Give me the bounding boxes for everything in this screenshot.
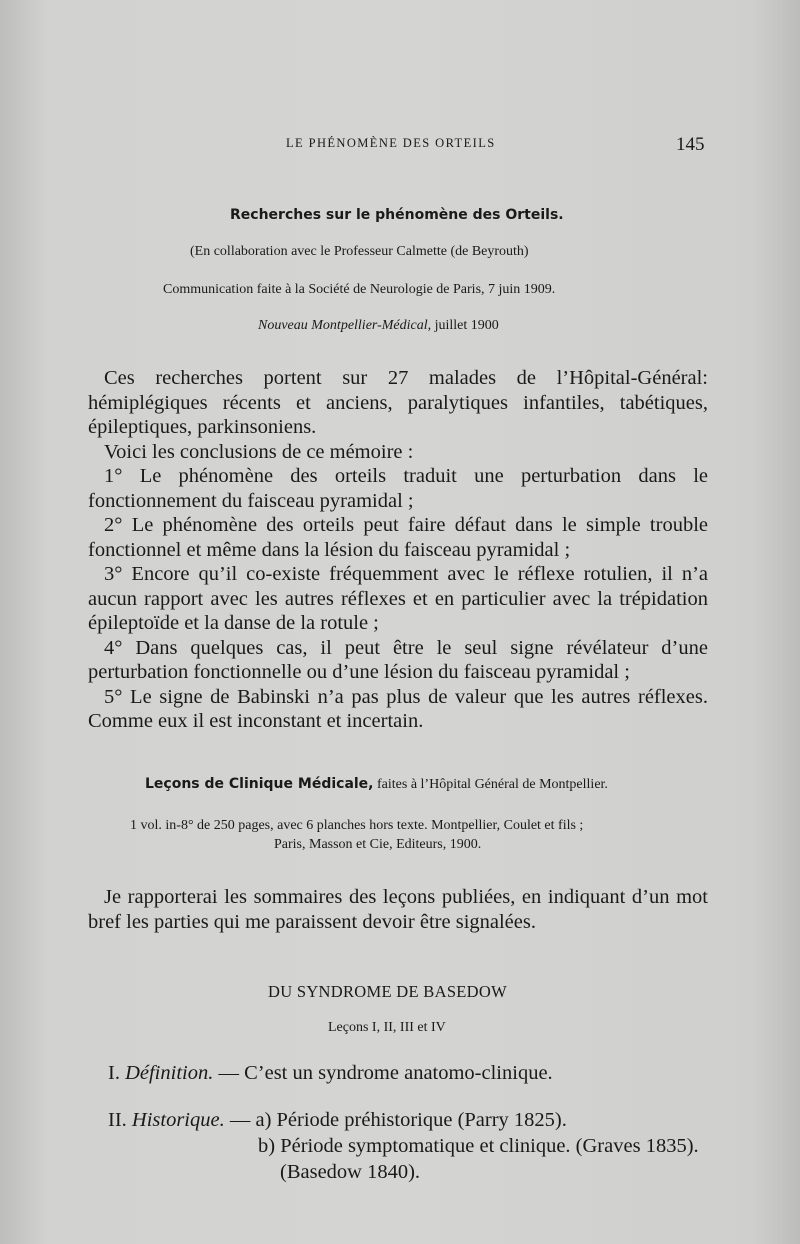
historique-label: Historique. [131, 1109, 225, 1131]
definition-text: — C’est un syndrome anatomo-clinique. [213, 1062, 553, 1084]
section3-subheading: Leçons I, II, III et IV [328, 1020, 446, 1035]
conclusion-1: 1° Le phénomène des orteils traduit une perturbation dans le fonctionnement du faisceau pyramidal ; [88, 465, 708, 512]
historique-a: — a) Période préhistorique (Parry 1825). [224, 1109, 567, 1131]
journal-name: Nouveau Montpellier-Médical, [258, 318, 432, 333]
historique-line [108, 1109, 567, 1132]
definition-line [108, 1062, 553, 1085]
conclusion-5: 5° Le signe de Babinski n’a pas plus de valeur que les autres réflexes. Comme eux il est inconstant et incertain. [88, 685, 708, 732]
section2-title [145, 776, 608, 793]
conclusions-intro: Voici les conclusions de ce mémoire : [104, 440, 414, 463]
definition-label: Définition. [125, 1062, 214, 1084]
intro-paragraph: Ces recherches portent sur 27 malades de l’Hôpital-Général: hémiplégiques récents et anciens, paralytiques infantiles, tabétiques, épileptiques, parkinsoniens. [88, 367, 708, 438]
sommaires-paragraph: Je rapporterai les sommaires des leçons publiées, en indiquant d’un mot bref les parties qui me paraissent devoir être signalées. [88, 886, 708, 933]
section2-body [88, 885, 708, 934]
historique-b: b) Période symptomatique et clinique. (Graves 1835). [258, 1135, 699, 1157]
section1-body [88, 366, 708, 734]
section1-collab: (En collaboration avec le Professeur Calmette (de Beyrouth) [190, 244, 529, 259]
section2-details-2: Paris, Masson et Cie, Editeurs, 1900. [274, 837, 482, 852]
historique-number: II. [108, 1109, 127, 1131]
section3-heading-wrap [0, 982, 800, 1002]
conclusion-3: 3° Encore qu’il co-existe fréquemment avec le réflexe rotulien, il n’a aucun rapport avec les autres réflexes et en particulier avec la trépidation épileptoïde et la danse de la rotule ; [88, 563, 708, 634]
conclusion-4: 4° Dans quelques cas, il peut être le seul signe révélateur d’une perturbation fonctionnelle ou d’une lésion du faisceau pyramidal ; [88, 636, 708, 683]
historique-b2: (Basedow 1840). [280, 1161, 421, 1183]
conclusion-2: 2° Le phénomène des orteils peut faire défaut dans le simple trouble fonctionnel et même dans la lésion du faisceau pyramidal ; [88, 514, 708, 561]
section2-details-1: 1 vol. in-8° de 250 pages, avec 6 planches hors texte. Montpellier, Coulet et fils ; [130, 818, 584, 833]
section1-communication: Communication faite à la Société de Neurologie de Paris, 7 juin 1909. [163, 282, 556, 297]
page-number: 145 [676, 134, 705, 155]
section1-journal [258, 318, 499, 334]
section2-title-bold: Leçons de Clinique Médicale, [145, 776, 374, 792]
section1-title: Recherches sur le phénomène des Orteils. [230, 207, 564, 223]
definition-number: I. [108, 1062, 120, 1084]
journal-date: juillet 1900 [431, 318, 499, 333]
section2-title-rest: faites à l’Hôpital Général de Montpellier. [373, 777, 608, 792]
section3-heading: DU SYNDROME DE BASEDOW [268, 982, 507, 1001]
running-head: LE PHÉNOMÈNE DES ORTEILS [286, 136, 496, 150]
